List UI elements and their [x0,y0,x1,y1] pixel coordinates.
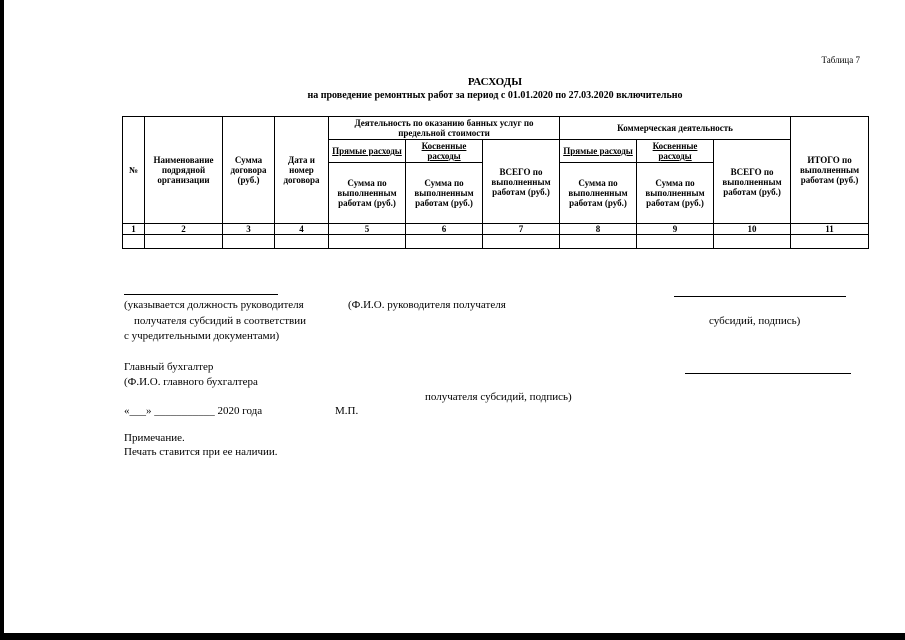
table-cell [275,235,329,249]
head-signature-line [674,296,846,297]
header-commercial-indirect-sum: Сумма по выполненным работам (руб.) [637,163,714,224]
column-number: 5 [329,224,406,235]
header-bath-indirect-sum: Сумма по выполненным работам (руб.) [406,163,483,224]
accountant-sign-caption: получателя субсидий, подпись) [425,391,572,403]
header-contract-sum: Сумма договора (руб.) [223,117,275,224]
table-cell [123,235,145,249]
accountant-signature-line [685,373,851,374]
head-position-caption: (указывается должность руководителя [124,299,304,311]
document-title: РАСХОДЫ [467,76,523,88]
date-line: «___» ___________ 2020 года [124,405,263,417]
header-bath-direct: Прямые расходы [329,140,406,163]
column-number: 11 [791,224,869,235]
document-subtitle: на проведение ремонтных работ за период с 01.01.2020 по 27.03.2020 включительно [307,90,683,101]
table-cell [637,235,714,249]
head-sign-caption: субсидий, подпись) [709,315,801,327]
header-group-commercial: Коммерческая деятельность [560,117,791,140]
stamp-place: М.П. [335,405,359,417]
column-number: 6 [406,224,483,235]
header-commercial-indirect: Косвенные расходы [637,140,714,163]
table-number-label: Таблица 7 [821,55,860,65]
table-cell [791,235,869,249]
table-header-row-1 [123,117,869,140]
header-bath-indirect: Косвенные расходы [406,140,483,163]
note-text: Печать ставится при ее наличии. [124,446,278,458]
header-no: № [123,117,145,224]
table-cell [560,235,637,249]
column-number: 9 [637,224,714,235]
head-fio-caption: (Ф.И.О. руководителя получателя [348,299,506,311]
header-commercial-total: ВСЕГО по выполненным работам (руб.) [714,140,791,224]
expenses-table [122,116,869,249]
table-cell [406,235,483,249]
table-cell [329,235,406,249]
table-row [123,235,869,249]
column-number: 1 [123,224,145,235]
header-commercial-direct: Прямые расходы [560,140,637,163]
accountant-fio-caption: (Ф.И.О. главного бухгалтера [124,376,258,388]
header-commercial-direct-sum: Сумма по выполненным работам (руб.) [560,163,637,224]
header-grand-total: ИТОГО по выполненным работам (руб.) [791,117,869,224]
column-number: 4 [275,224,329,235]
table-cell [483,235,560,249]
column-number: 10 [714,224,791,235]
column-number: 2 [145,224,223,235]
header-bath-total: ВСЕГО по выполненным работам (руб.) [483,140,560,224]
column-number: 3 [223,224,275,235]
header-bath-direct-sum: Сумма по выполненным работам (руб.) [329,163,406,224]
table-cell [714,235,791,249]
header-group-bath: Деятельность по оказанию банных услуг по предельной стоимости [329,117,560,140]
note-title: Примечание. [124,432,185,444]
header-organization: Наименование подрядной организации [145,117,223,224]
table-cell [145,235,223,249]
position-signature-line [124,294,278,295]
column-number: 7 [483,224,560,235]
header-contract-date: Дата и номер договора [275,117,329,224]
accountant-title: Главный бухгалтер [124,361,214,373]
column-numbers-row [123,224,869,235]
head-position-caption-2: получателя субсидий в соответствии [134,315,307,327]
page-edge-bottom [0,633,905,640]
table-cell [223,235,275,249]
head-position-caption-3: с учредительными документами) [124,330,280,342]
column-number: 8 [560,224,637,235]
